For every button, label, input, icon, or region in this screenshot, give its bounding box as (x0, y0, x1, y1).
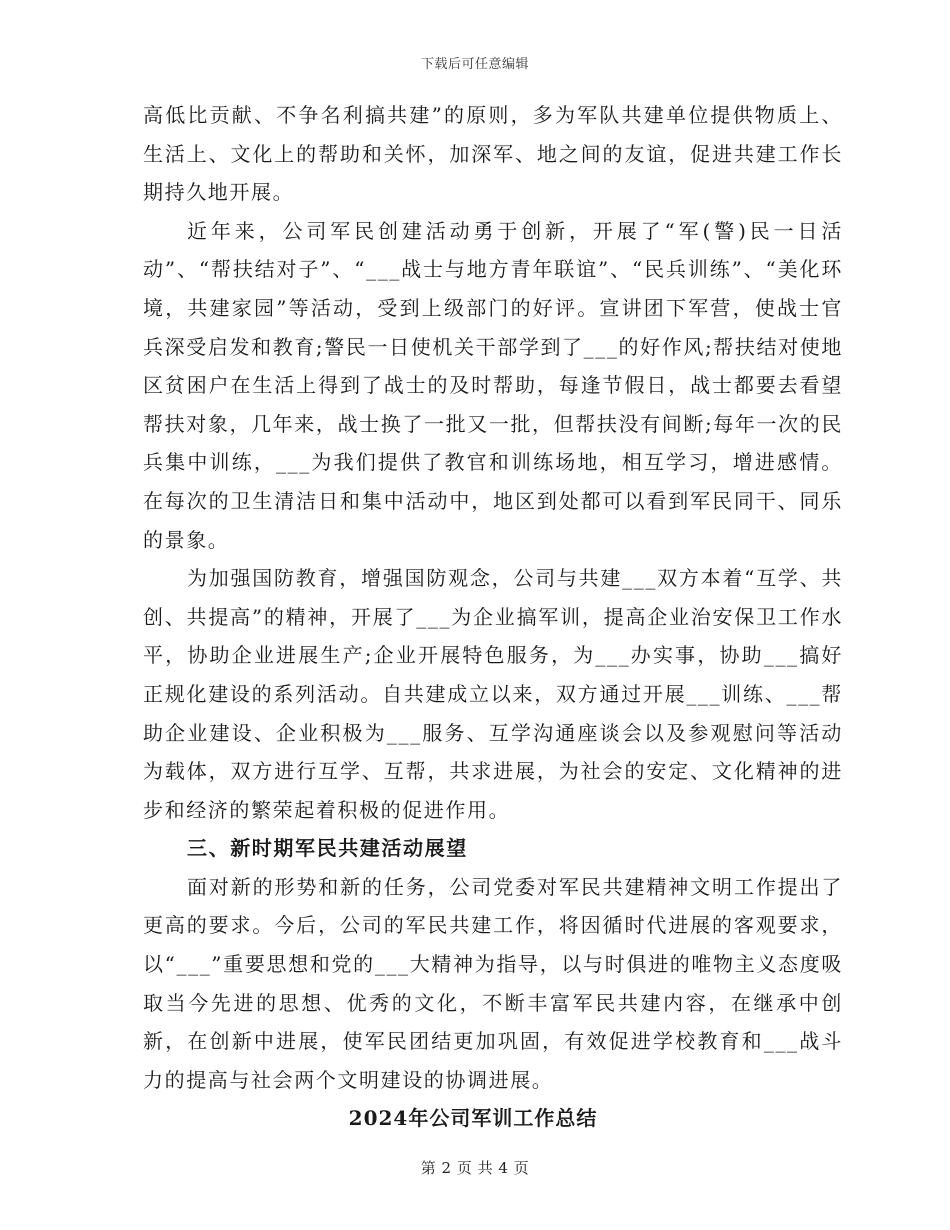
paragraph-continued: 高低比贡献、不争名利搞共建”的原则，多为军队共建单位提供物质上、生活上、文化上的帮助和关怀，加深军、地之间的友谊，促进共建工作长期持久地开展。 (143, 103, 843, 205)
paragraph-outlook: 面对新的形势和新的任务，公司党委对军民共建精神文明工作提出了更高的要求。今后，公司的军民共建工作，将因循时代进展的客观要求，以“___”重要思想和党的___大精神为指导，以与时俱进的唯物主义态度吸取当今先进的思想、优秀的文化，不断丰富军民共建内容，在继承中创新，在创新中进展，使军民团结更加巩固，有效促进学校教育和___战斗力的提高与社会两个文明建设的协调进展。 (143, 874, 843, 1092)
paragraph-activities: 近年来，公司军民创建活动勇于创新，开展了“军(警)民一日活动”、“帮扶结对子”、“___战士与地方青年联谊”、“民兵训练”、“美化环境，共建家园”等活动，受到上级部门的好评。宣讲团下军营，使战士官兵深受启发和教育;警民一日使机关干部学到了___的好作风;帮扶结对使地区贫困户在生活上得到了战士的及时帮助，每逢节假日，战士都要去看望帮扶对象，几年来，战士换了一批又一批，但帮扶没有间断;每年一次的民兵集中训练，___为我们提供了教官和训练场地，相互学习，增进感情。在每次的卫生清洁日和集中活动中，地区到处都可以看到军民同干、同乐的景象。 (143, 218, 843, 552)
paragraph-defense-education: 为加强国防教育，增强国防观念，公司与共建___双方本着“互学、共创、共提高”的精神，开展了___为企业搞军训，提高企业治安保卫工作水平，协助企业进展生产;企业开展特色服务，为___办实事，协助___搞好正规化建设的系列活动。自共建成立以来，双方通过开展___训练、___帮助企业建设、企业积极为___服务、互学沟通座谈会以及参观慰问等活动为载体，双方进行互学、互帮，共求进展，为社会的安定、文化精神的进步和经济的繁荣起着积极的促进作用。 (143, 566, 843, 822)
page-number: 第 2 页 共 4 页 (420, 1159, 530, 1177)
section-heading: 三、新时期军民共建活动展望 (187, 836, 468, 861)
document-body (143, 96, 843, 1138)
page-header: 下载后可任意编辑 (420, 57, 529, 72)
next-document-title: 2024年公司军训工作总结 (348, 1106, 598, 1131)
